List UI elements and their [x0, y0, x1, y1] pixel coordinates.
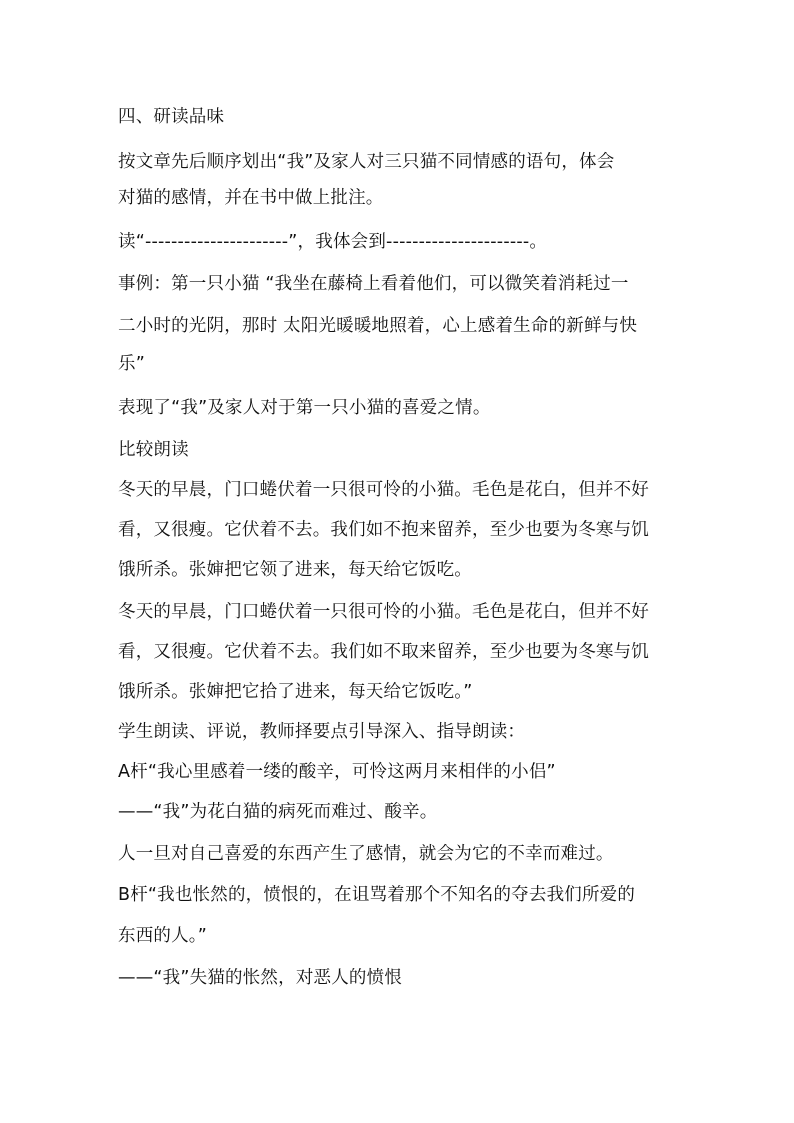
passage-b-line-1: 冬天的早晨，门口蜷伏着一只很可怜的小猫。毛色是花白，但并不好 [118, 602, 649, 622]
comparison-heading: 比较朗读 [118, 440, 189, 460]
example-conclusion: 表现了“我”及家人对于第一只小猫的喜爱之情。 [118, 398, 491, 418]
quote-b-line-2: 东西的人。” [118, 926, 208, 946]
teaching-instruction: 学生朗读、评说，教师择要点引导深入、指导朗读： [118, 722, 526, 742]
passage-a-line-1: 冬天的早晨，门口蜷伏着一只很可怜的小猫。毛色是花白，但并不好 [118, 480, 649, 500]
quote-a: A杆“我心里感着一缕的酸辛，可怜这两月来相伴的小侣” [118, 762, 556, 782]
passage-b-line-3: 饿所杀。张婶把它拾了进来，每天给它饭吃。” [118, 682, 473, 702]
instruction-line-2: 对猫的感情，并在书中做上批注。 [118, 188, 384, 208]
analysis-a: ——“我”为花白猫的病死而难过、酸辛。 [118, 802, 438, 822]
example-line-2: 二小时的光阴，那时 太阳光暖暖地照着，心上感着生命的新鲜与快 [118, 316, 638, 336]
section-heading: 四、研读品味 [118, 107, 225, 127]
passage-b-line-2: 看，又很瘦。它伏着不去。我们如不取来留养，至少也要为冬寒与饥 [118, 642, 649, 662]
insight-line: 人一旦对自己喜爱的东西产生了感情，就会为它的不幸而难过。 [118, 844, 614, 864]
analysis-b: ——“我”失猫的怅然，对恶人的愤恨 [118, 968, 403, 988]
example-line-1: 事例：第一只小猫 “我坐在藤椅上看着他们，可以微笑着消耗过一 [118, 274, 629, 294]
passage-a-line-2: 看，又很瘦。它伏着不去。我们如不抱来留养，至少也要为冬寒与饥 [118, 520, 649, 540]
quote-b-line-1: B杆“我也怅然的，愤恨的，在诅骂着那个不知名的夺去我们所爱的 [118, 885, 636, 905]
example-line-3: 乐” [118, 354, 145, 374]
reading-template-line: 读“----------------------”，我体会到----------------------。 [118, 232, 548, 252]
passage-a-line-3: 饿所杀。张婶把它领了进来，每天给它饭吃。 [118, 560, 472, 580]
instruction-line-1: 按文章先后顺序划出“我”及家人对三只猫不同情感的语句，体会 [118, 152, 615, 172]
